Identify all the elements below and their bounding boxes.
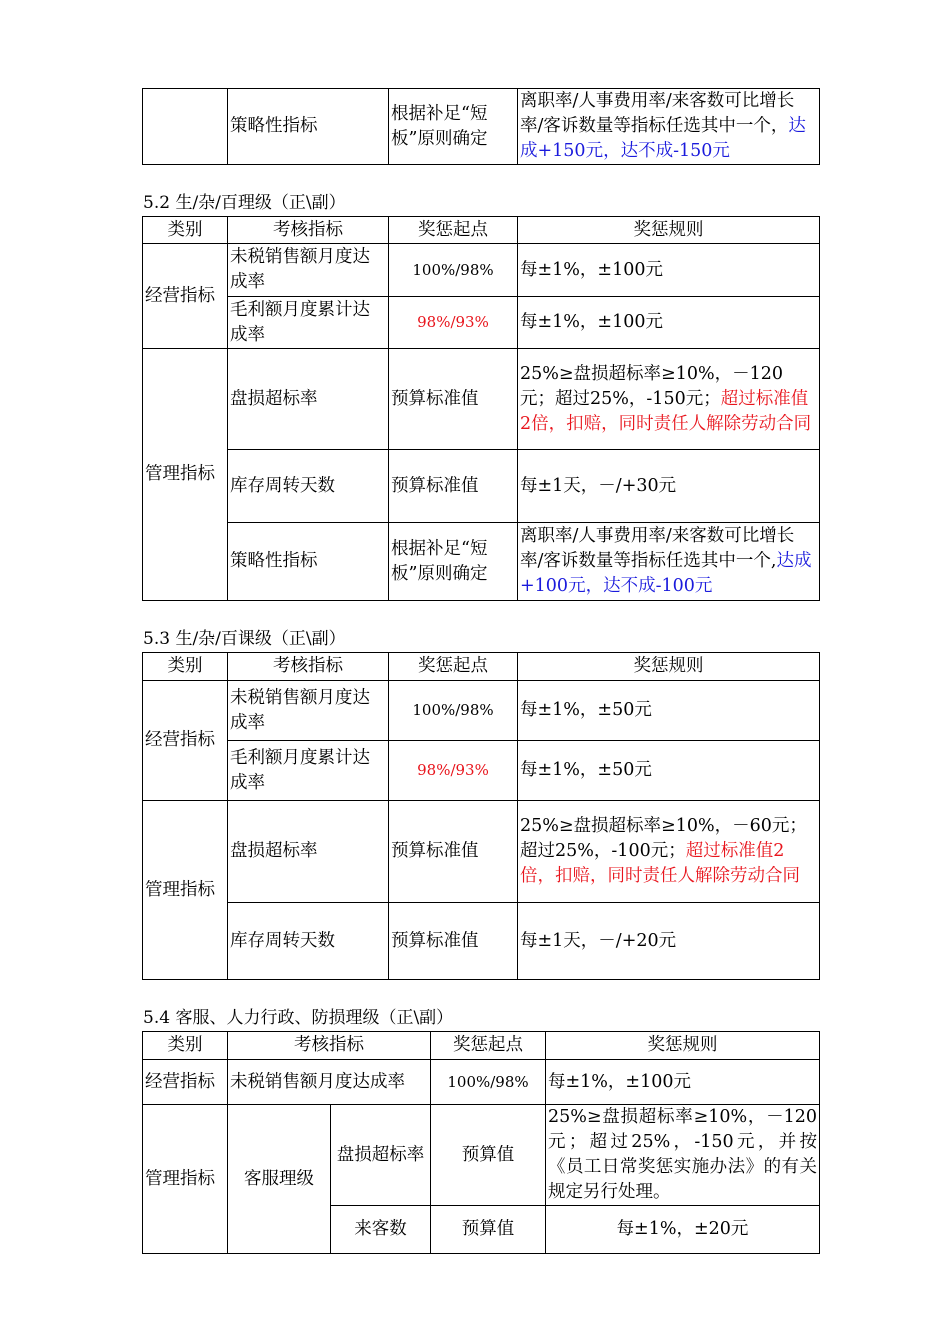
header-indicator: 考核指标 — [228, 217, 389, 244]
table-row — [143, 741, 820, 801]
start-cell: 100%/98% — [389, 681, 518, 741]
indicator-cell: 策略性指标 — [228, 523, 389, 601]
start-cell: 100%/98% — [389, 244, 518, 297]
category-cell: 管理指标 — [143, 801, 228, 980]
rule-cell: 离职率/人事费用率/来客数可比增长率/客诉数量等指标任选其中一个,达成+100元，达不成-100元 — [518, 523, 820, 601]
start-cell: 根据补足“短 板”原则确定 — [389, 523, 518, 601]
header-start: 奖惩起点 — [431, 1032, 546, 1060]
header-indicator: 考核指标 — [228, 653, 389, 681]
section-heading-5-2: 5.2 生/杂/百理级（正\副） — [143, 193, 346, 213]
category-cell: 经营指标 — [143, 1060, 228, 1105]
start-cell: 预算值 — [431, 1105, 546, 1206]
subcategory-cell: 客服理级 — [228, 1105, 331, 1254]
header-rule: 奖惩规则 — [518, 217, 820, 244]
category-cell: 管理指标 — [143, 349, 228, 601]
indicator-cell: 毛利额月度累计达成率 — [228, 297, 389, 349]
indicator-cell: 库存周转天数 — [228, 903, 389, 980]
header-start: 奖惩起点 — [389, 217, 518, 244]
highlight-text: 达成+150元，达不成-150元 — [520, 116, 806, 161]
start-cell: 预算标准值 — [389, 450, 518, 523]
table-row — [143, 297, 820, 349]
rule-cell: 每±1%，±50元 — [518, 681, 820, 741]
rule-cell: 25%≥盘损超标率≥10%，－120元；超过25%，-150元，并按《员工日常奖惩实施办法》的有关规定另行处理。 — [546, 1105, 820, 1206]
table-row — [143, 244, 820, 297]
rule-cell: 25%≥盘损超标率≥10%，－120元；超过25%，-150元；超过标准值2倍，扣赔，同时责任人解除劳动合同 — [518, 349, 820, 450]
indicator-cell: 未税销售额月度达成率 — [228, 1060, 431, 1105]
indicator-cell: 盘损超标率 — [228, 349, 389, 450]
table-row — [143, 903, 820, 980]
start-cell: 根据补足“短 板”原则确定 — [389, 89, 518, 165]
table-row — [143, 681, 820, 741]
table-header-row — [143, 1032, 820, 1060]
rule-cell: 每±1%，±50元 — [518, 741, 820, 801]
rule-cell: 离职率/人事费用率/来客数可比增长率/客诉数量等指标任选其中一个，达成+150元，达不成-150元 — [518, 89, 820, 165]
rule-cell: 每±1天，－/+30元 — [518, 450, 820, 523]
table-continued — [142, 88, 820, 165]
header-rule: 奖惩规则 — [546, 1032, 820, 1060]
category-cell: 经营指标 — [143, 681, 228, 801]
category-cell: 经营指标 — [143, 244, 228, 349]
indicator-cell: 盘损超标率 — [331, 1105, 431, 1206]
table-row — [143, 1105, 820, 1206]
rule-cell: 每±1%，±20元 — [546, 1206, 820, 1254]
section-heading-5-4: 5.4 客服、人力行政、防损理级（正\副） — [143, 1008, 454, 1028]
indicator-cell: 未税销售额月度达成率 — [228, 244, 389, 297]
indicator-cell: 策略性指标 — [228, 89, 389, 165]
header-start: 奖惩起点 — [389, 653, 518, 681]
start-cell: 预算标准值 — [389, 903, 518, 980]
indicator-cell: 毛利额月度累计达成率 — [228, 741, 389, 801]
start-cell: 预算标准值 — [389, 349, 518, 450]
table-5-3 — [142, 652, 820, 980]
header-rule: 奖惩规则 — [518, 653, 820, 681]
table-row — [143, 349, 820, 450]
table-5-4 — [142, 1031, 820, 1254]
rule-cell: 每±1%，±100元 — [546, 1060, 820, 1105]
category-cell — [143, 89, 228, 165]
highlight-text: 超过标准值2倍，扣赔，同时责任人解除劳动合同 — [520, 388, 812, 434]
indicator-cell: 库存周转天数 — [228, 450, 389, 523]
header-indicator: 考核指标 — [228, 1032, 431, 1060]
rule-cell: 每±1%，±100元 — [518, 297, 820, 349]
rule-cell: 每±1%，±100元 — [518, 244, 820, 297]
header-category: 类别 — [143, 1032, 228, 1060]
table-row — [143, 89, 820, 165]
table-row — [143, 1060, 820, 1105]
table-row — [143, 801, 820, 903]
table-row — [143, 450, 820, 523]
start-cell: 预算标准值 — [389, 801, 518, 903]
header-category: 类别 — [143, 653, 228, 681]
table-5-2 — [142, 216, 820, 601]
category-cell: 管理指标 — [143, 1105, 228, 1254]
table-header-row — [143, 217, 820, 244]
header-category: 类别 — [143, 217, 228, 244]
start-cell: 98%/93% — [389, 297, 518, 349]
start-cell: 预算值 — [431, 1206, 546, 1254]
section-heading-5-3: 5.3 生/杂/百课级（正\副） — [143, 629, 346, 649]
start-cell: 100%/98% — [431, 1060, 546, 1105]
highlight-text: 达成+100元，达不成-100元 — [520, 551, 812, 596]
indicator-cell: 未税销售额月度达成率 — [228, 681, 389, 741]
indicator-cell: 盘损超标率 — [228, 801, 389, 903]
start-cell: 98%/93% — [389, 741, 518, 801]
rule-cell: 25%≥盘损超标率≥10%，－60元；超过25%，-100元；超过标准值2倍，扣赔，同时责任人解除劳动合同 — [518, 801, 820, 903]
table-header-row — [143, 653, 820, 681]
indicator-cell: 来客数 — [331, 1206, 431, 1254]
highlight-text: 超过标准值2倍，扣赔，同时责任人解除劳动合同 — [520, 841, 800, 886]
rule-cell: 每±1天，－/+20元 — [518, 903, 820, 980]
table-row — [143, 523, 820, 601]
